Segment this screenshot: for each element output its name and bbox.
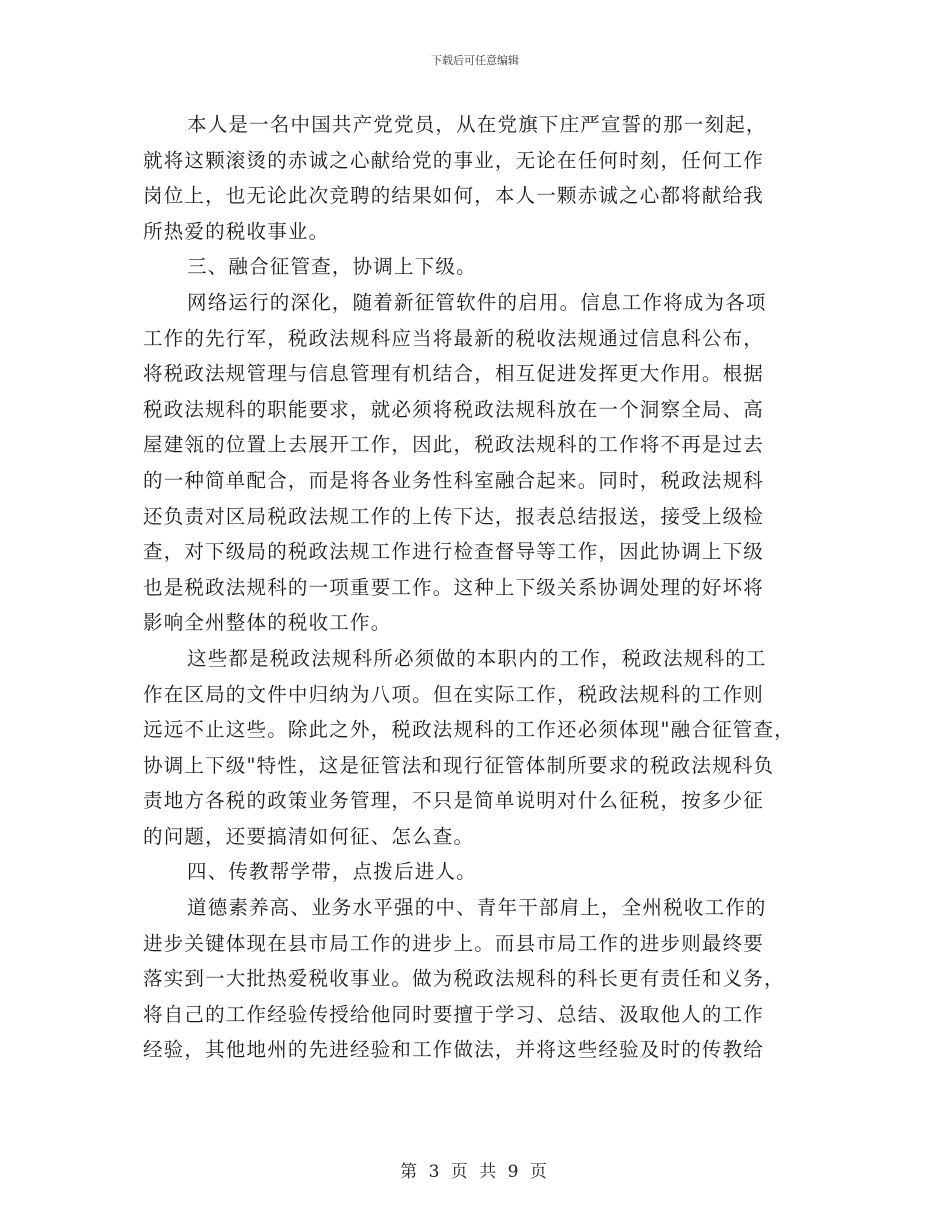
section-heading: 三、融合征管查，协调上下级。 — [187, 255, 477, 279]
paragraph-line: 远远不止这些。除此之外，税政法规科的工作还必须体现"融合征管查， — [143, 718, 795, 742]
paragraph-line: 税政法规科的职能要求，就必须将税政法规科放在一个洞察全局、高 — [143, 397, 765, 421]
paragraph-line: 协调上下级"特性，这是征管法和现行征管体制所要求的税政法规科负 — [143, 753, 775, 777]
paragraph-line: 网络运行的深化，随着新征管软件的启用。信息工作将成为各项 — [187, 290, 767, 314]
paragraph-line: 的一种简单配合，而是将各业务性科室融合起来。同时，税政法规科 — [143, 468, 765, 492]
paragraph-line: 查，对下级局的税政法规工作进行检查督导等工作，因此协调上下级 — [143, 540, 765, 564]
paragraph-line: 还负责对区局税政法规工作的上传下达，报表总结报送，接受上级检 — [143, 504, 765, 528]
paragraph-line: 进步关键体现在县市局工作的进步上。而县市局工作的进步则最终要 — [143, 931, 765, 955]
paragraph-line: 本人是一名中国共产党党员，从在党旗下庄严宣誓的那一刻起， — [187, 113, 767, 136]
paragraph-line: 岗位上，也无论此次竞聘的结果如何，本人一颗赤诚之心都将献给我 — [143, 184, 765, 208]
section-heading: 四、传教帮学带，点拨后进人。 — [187, 860, 477, 884]
paragraph-line: 作在区局的文件中归纳为八项。但在实际工作，税政法规科的工作则 — [143, 682, 765, 706]
page-number: 第 3 页 共 9 页 — [400, 1162, 550, 1182]
paragraph-line: 也是税政法规科的一项重要工作。这种上下级关系协调处理的好坏将 — [143, 575, 765, 599]
paragraph-line: 屋建瓴的位置上去展开工作，因此，税政法规科的工作将不再是过去 — [143, 433, 765, 457]
paragraph-line: 工作的先行军，税政法规科应当将最新的税收法规通过信息科公布， — [143, 326, 765, 350]
paragraph-line: 就将这颗滚烫的赤诚之心献给党的事业，无论在任何时刻，任何工作 — [143, 148, 765, 172]
paragraph-line: 责地方各税的政策业务管理，不只是简单说明对什么征税，按多少征 — [143, 789, 765, 813]
paragraph-line: 将自己的工作经验传授给他同时要擅于学习、总结、汲取他人的工作 — [143, 1002, 765, 1026]
paragraph-line: 道德素养高、业务水平强的中、青年干部肩上，全州税收工作的 — [187, 896, 767, 920]
paragraph-line: 影响全州整体的税收工作。 — [143, 611, 392, 635]
document-body — [143, 107, 833, 1068]
paragraph-line: 落实到一大批热爱税收事业。做为税政法规科的科长更有责任和义务， — [143, 967, 785, 991]
paragraph-line: 的问题，还要搞清如何征、怎么查。 — [143, 824, 475, 848]
paragraph-line: 所热爱的税收事业。 — [143, 219, 330, 243]
paragraph-line: 经验，其他地州的先进经验和工作做法，并将这些经验及时的传教给 — [143, 1038, 765, 1062]
page-header: 下载后可任意编辑 — [431, 54, 519, 67]
paragraph-line: 将税政法规管理与信息管理有机结合，相互促进发挥更大作用。根据 — [143, 362, 765, 386]
paragraph-line: 这些都是税政法规科所必须做的本职内的工作，税政法规科的工 — [187, 646, 767, 670]
